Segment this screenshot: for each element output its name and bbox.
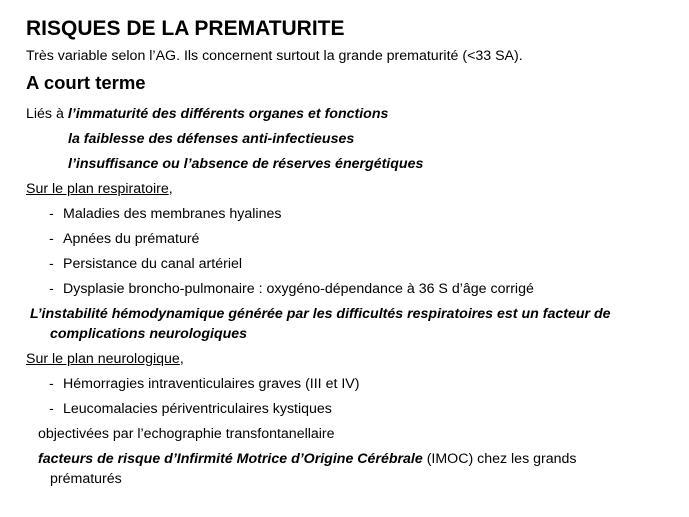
neurological-item-text: Hémorragies intraventiculaires graves (III et IV)	[63, 376, 360, 392]
imoc-line1	[38, 450, 577, 468]
dash: -	[49, 401, 54, 417]
short-term-heading: A court terme	[26, 72, 146, 93]
respiratory-item-text: Dysplasie broncho-pulmonaire : oxygéno-dépendance à 36 S d’âge corrigé	[63, 281, 534, 297]
imoc-rest: (IMOC) chez les grands	[422, 451, 577, 467]
respiratory-item	[49, 255, 242, 273]
dash: -	[49, 256, 54, 272]
dash: -	[49, 206, 54, 222]
dash: -	[49, 281, 54, 297]
immaturity-prefix: Liés à	[26, 106, 68, 122]
slide-title: RISQUES DE LA PREMATURITE	[26, 17, 345, 40]
hemodynamic-note-line2: complications neurologiques	[50, 326, 248, 342]
respiratory-item	[49, 280, 534, 298]
neurological-suffix: ,	[179, 351, 184, 367]
respiratory-item	[49, 205, 281, 223]
immaturity-line	[26, 105, 388, 123]
dash: -	[49, 231, 54, 247]
immaturity-item: l’insuffisance ou l’absence de réserves énergétiques	[68, 156, 424, 172]
neurological-item	[49, 375, 359, 393]
respiratory-item-text: Persistance du canal artériel	[63, 256, 243, 272]
dash: -	[49, 376, 54, 392]
immaturity-item: la faiblesse des défenses anti-infectieuses	[68, 131, 355, 147]
respiratory-item-text: Apnées du prématuré	[63, 231, 200, 247]
neurological-label: Sur le plan neurologique	[26, 351, 180, 367]
immaturity-emphasis: l’immaturité des différents organes et fonctions	[67, 106, 389, 122]
imoc-emphasis: facteurs de risque d’Infirmité Motrice d’Origine Cérébrale	[38, 451, 423, 467]
respiratory-label: Sur le plan respiratoire	[26, 181, 169, 197]
respiratory-item	[49, 230, 199, 248]
hemodynamic-note-line1: L’instabilité hémodynamique générée par les difficultés respiratoires est un facteur de	[30, 306, 611, 322]
neurological-item	[49, 400, 332, 418]
respiratory-item-text: Maladies des membranes hyalines	[63, 206, 282, 222]
neurological-item-text: Leucomalacies périventriculaires kystiques	[63, 401, 332, 417]
respiratory-suffix: ,	[168, 181, 173, 197]
neurological-heading	[26, 350, 184, 368]
echography-note: objectivées par l’echographie transfontanellaire	[38, 426, 335, 442]
imoc-line2: prématurés	[50, 471, 122, 487]
respiratory-heading	[26, 180, 173, 198]
intro-text: Très variable selon l’AG. Ils concernent surtout la grande prematurité (<33 SA).	[26, 48, 523, 64]
